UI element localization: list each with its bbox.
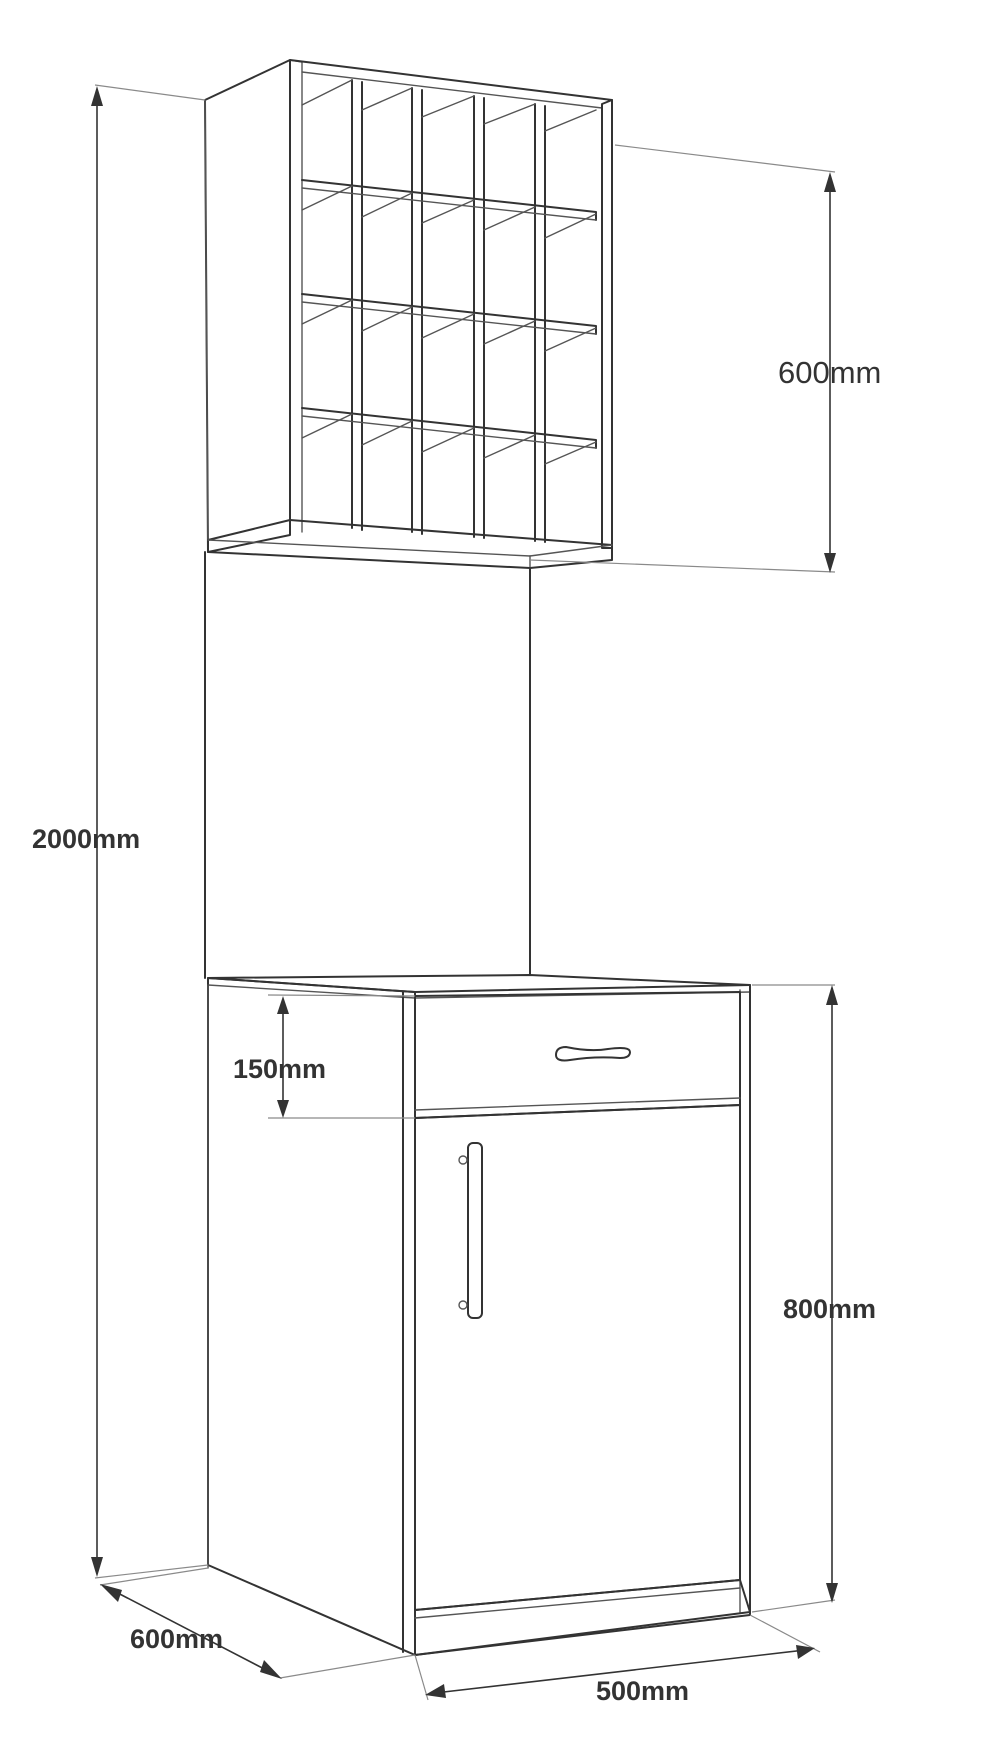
hutch-shelves <box>302 80 596 464</box>
hutch-left-side <box>205 60 290 552</box>
label-drawer-height: 150mm <box>233 1054 327 1084</box>
label-width: 500mm <box>596 1676 690 1706</box>
back-panel <box>205 552 530 978</box>
dimension-lines <box>91 85 838 1700</box>
drawer-handle-icon[interactable] <box>556 1047 630 1060</box>
hutch-unit <box>205 60 612 568</box>
label-depth: 600mm <box>130 1624 224 1654</box>
label-base-height: 800mm <box>783 1294 877 1324</box>
drawer[interactable] <box>415 992 740 1118</box>
dimension-labels <box>32 355 881 1706</box>
cabinet-door[interactable] <box>415 1105 740 1610</box>
label-total-height: 2000mm <box>32 824 141 854</box>
door-front[interactable] <box>415 1105 740 1610</box>
hutch-right-side <box>602 100 612 548</box>
hutch-top <box>290 60 612 112</box>
label-hutch-height: 600mm <box>778 355 882 390</box>
door-handle-icon[interactable] <box>468 1143 482 1318</box>
